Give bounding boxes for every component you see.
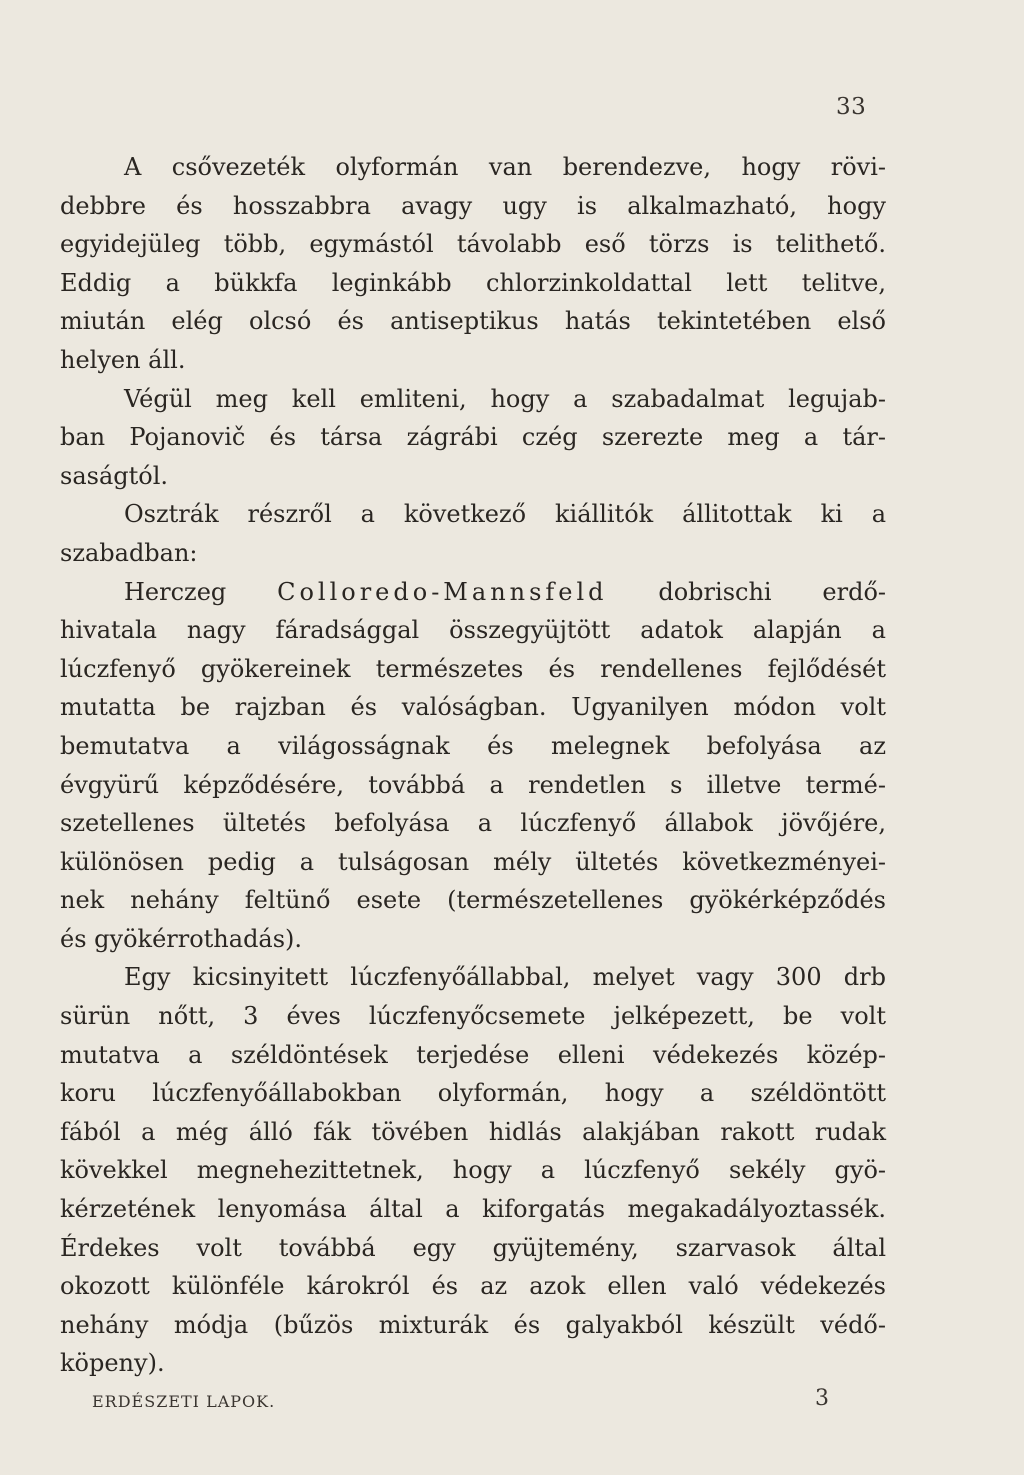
text-line: kövekkel megnehezittetnek, hogy a lúczfenyő sekély gyö-: [60, 1156, 886, 1185]
text-line: különösen pedig a tulságosan mély ültetés következményei-: [60, 847, 886, 876]
text-line: szetellenes ültetés befolyása a lúczfenyő állabok jövőjére,: [60, 809, 886, 838]
text-line: helyen áll.: [60, 345, 186, 374]
text-line: debbre és hosszabbra avagy ugy is alkalmazható, hogy: [60, 191, 886, 220]
text-line: ban Pojanovič és társa zágrábi czég szerezte meg a tár-: [60, 423, 886, 452]
text-line: Egy kicsinyitett lúczfenyőállabbal, melyet vagy 300 drb: [124, 963, 886, 992]
text-line: A csővezeték olyformán van berendezve, hogy rövi-: [124, 153, 886, 181]
page-number: 33: [836, 94, 867, 120]
text-line: nehány módja (bűzös mixturák és galyakból készült védő-: [60, 1310, 886, 1339]
text-line: fából a még álló fák tövében hidlás alakjában rakott rudak: [60, 1117, 886, 1146]
text-line: Herczeg Colloredo-Mannsfeld dobrischi erdő-: [124, 577, 887, 606]
text-line: sürün nőtt, 3 éves lúczfenyőcsemete jelképezett, be volt: [60, 1002, 886, 1031]
body-text: [60, 148, 886, 1383]
text-line: Végül meg kell emliteni, hogy a szabadalmat legujab-: [124, 384, 886, 413]
text-line: kérzetének lenyomása által a kiforgatás megakadályoztassék.: [60, 1195, 886, 1224]
text-line: hivatala nagy fáradsággal összegyüjtött adatok alapján a: [60, 616, 886, 645]
spaced-name: Colloredo-Mannsfeld: [277, 577, 608, 606]
text-line: lúczfenyő gyökereinek természetes és rendellenes fejlődését: [60, 654, 886, 683]
text-line: egyidejüleg több, egymástól távolabb eső törzs is telithető.: [60, 230, 886, 259]
text-line: mutatta be rajzban és valóságban. Ugyanilyen módon volt: [60, 693, 886, 722]
journal-title-footer: ERDÉSZETI LAPOK.: [92, 1392, 276, 1411]
text-line: nek nehány feltünő esete (természetellenes gyökérképződés: [60, 886, 886, 915]
text-line: és gyökérrothadás).: [60, 924, 303, 953]
text-line: saságtól.: [60, 461, 169, 490]
signature-mark: 3: [815, 1386, 829, 1411]
text-line: Osztrák részről a következő kiállitók állitottak ki a: [124, 500, 886, 529]
text-line: Eddig a bükkfa leginkább chlorzinkoldattal lett telitve,: [60, 268, 886, 297]
text-line: okozott különféle károkról és az azok ellen való védekezés: [60, 1272, 886, 1301]
text-line: Érdekes volt továbbá egy gyüjtemény, szarvasok által: [60, 1233, 886, 1262]
text-line: bemutatva a világosságnak és melegnek befolyása az: [60, 731, 886, 760]
text-line: köpeny).: [60, 1349, 165, 1378]
text-line: szabadban:: [60, 538, 198, 567]
text-line: mutatva a széldöntések terjedése elleni védekezés közép-: [60, 1040, 886, 1069]
text-line: évgyürű képződésére, továbbá a rendetlen s illetve termé-: [60, 770, 886, 799]
text-line: miután elég olcsó és antiseptikus hatás tekintetében első: [60, 307, 886, 336]
text-line: koru lúczfenyőállabokban olyformán, hogy a széldöntött: [60, 1079, 886, 1108]
